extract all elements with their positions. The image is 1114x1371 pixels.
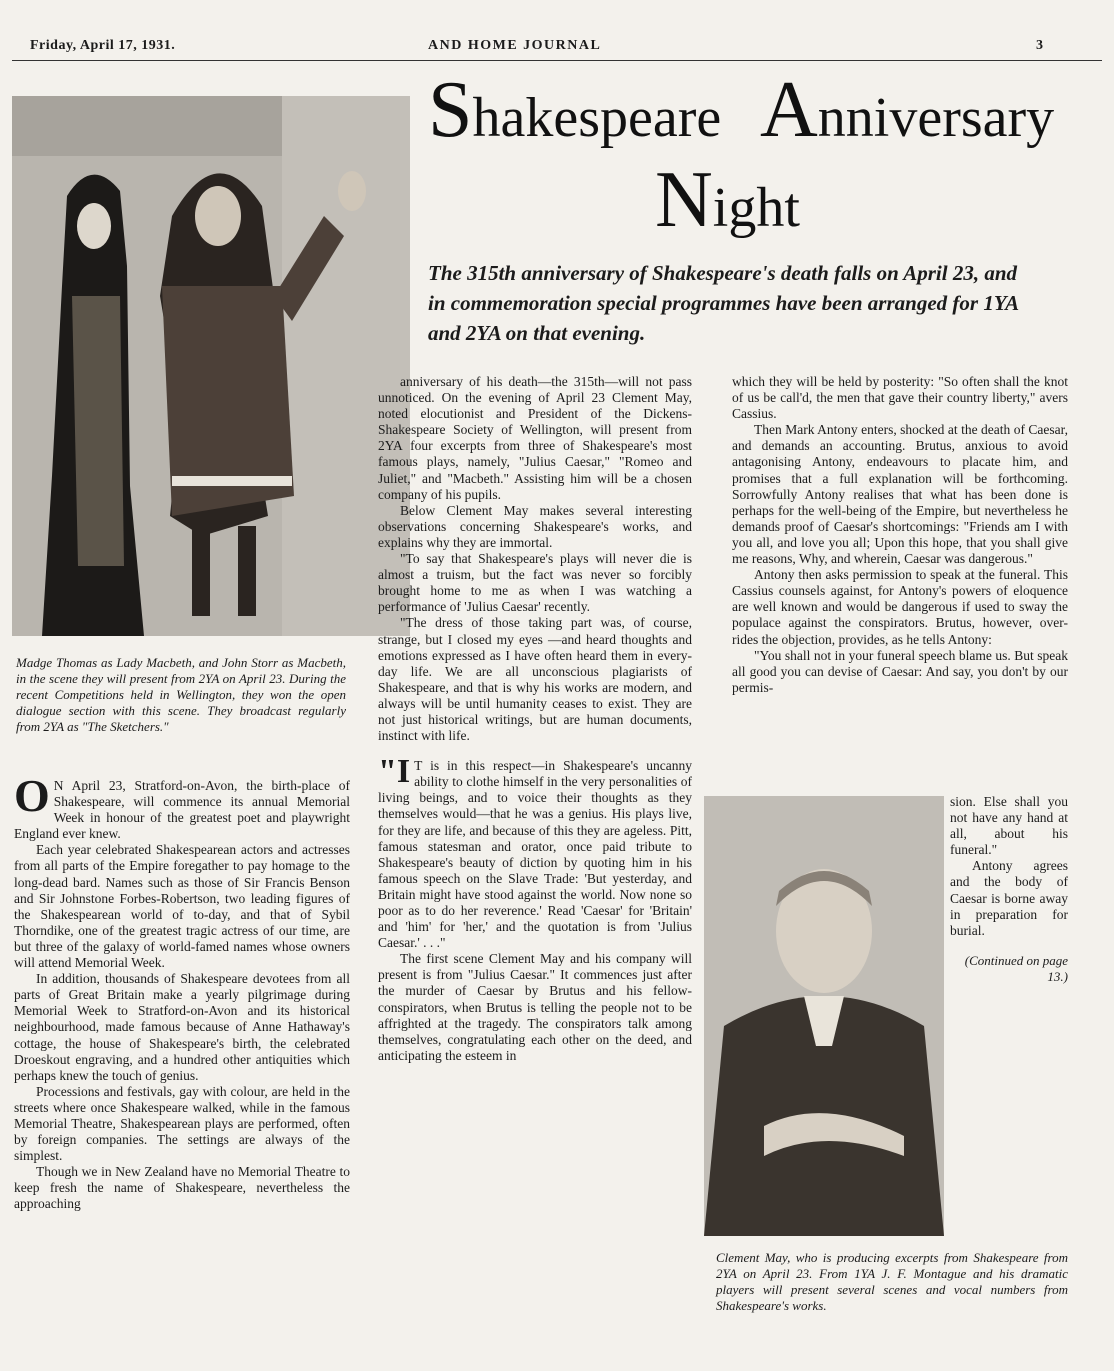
headline-line-1b xyxy=(760,66,1055,154)
col1-paragraph-5: Though we in New Zealand have no Memorial Theatre to keep fresh the name of Shakespeare, nevertheless the approaching xyxy=(14,1164,350,1212)
col1-paragraph-2: Each year celebrated Shakespearean actors and actresses from all parts of the Empire foregather to pay homage to the long-dead bard. Names such as those of Sir Francis Benson and Sir Johnstone Forbes-Robertson, two leading figures of the Shakespearean world of to-day, and that of Sybil Thorndike, one of the greatest tragic actress of our time, are but three of the galaxy of world-famed names whose owners will attend Memorial Week. xyxy=(14,842,350,971)
col3-paragraph-4-continued: sion. Else shall you not have any hand at all, about his funeral." xyxy=(950,794,1068,858)
article-column-3 xyxy=(732,374,1068,696)
col1-paragraph-4: Processions and festivals, gay with colour, are held in the streets where once Shakespeare walked, while in the famous Memorial Theatre, Shakespearean plays are performed, often by foreign companies. The settings are always of the simplest. xyxy=(14,1083,350,1164)
col3-paragraph-4: "You shall not in your funeral speech blame us. But speak all good you can devise of Caesar: And say, you don't by our permis- xyxy=(732,647,1068,695)
col2-paragraph-1: anniversary of his death—the 315th—will not pass unnoticed. On the evening of April 23 Clement May, noted elocutionist and President of the Dickens-Shakespeare Society of Wellington, will present from 2YA four excerpts from three of Shakespeare's most famous plays, namely, "Julius Caesar," "Romeo and Juliet," and "Macbeth." Assisting him will be a chosen company of his pupils. xyxy=(378,374,692,502)
col2-paragraph-5-text: T is in this respect—in Shakespeare's uncanny ability to clothe himself in the very personalities of living beings, and to voice their thoughts as they themselves would—that he was a genius. His plays live, for they are life, and because of this they are ageless. Pitt, famous statesman and orator, once paid tribute to Shakespeare's beauty of diction by quoting him in his famous speech on the Slave Trade: 'But yesterday, and Britain might have stood against the world. Now none so poor as to do her reverence.' Read 'Caesar' for 'Britain' and 'him' for 'her,' and the quotation is from 'Julius Caesar.' . . ." xyxy=(378,758,692,951)
header-rule xyxy=(12,60,1102,61)
photo-macbeth-scene xyxy=(12,96,410,636)
col3-paragraph-3: Antony then asks permission to speak at the funeral. This Cassius counsels against, for Antony's powers of eloquence are well known and would be dangerous if used to sway the populace against the conspirators. Brutus, however, over-rides the objection, provides, as he tells Antony: xyxy=(732,567,1068,647)
photo-macbeth-illustration xyxy=(12,96,410,636)
article-column-2 xyxy=(378,374,692,1064)
journal-name: AND HOME JOURNAL xyxy=(428,38,602,53)
col2-paragraph-3: "To say that Shakespeare's plays will never die is almost a truism, but the fact was never so forcibly brought home to me as when I was watching a performance of 'Julius Caesar' recently. xyxy=(378,551,692,615)
col1-paragraph-1 xyxy=(14,770,350,842)
drop-cap-o: O xyxy=(14,770,50,821)
headline-cap-a: A xyxy=(760,66,818,154)
drop-cap-i: "I xyxy=(378,753,411,791)
article-column-1 xyxy=(14,770,350,1213)
headline-word-night: ight xyxy=(712,177,800,239)
headline-line-1 xyxy=(428,66,722,154)
issue-date: Friday, April 17, 1931. xyxy=(30,38,176,53)
col2-paragraph-2: Below Clement May makes several interesting observations concerning Shakespeare's works, and explains why they are immortal. xyxy=(378,502,692,550)
col3-paragraph-1: which they will be held by posterity: "So often shall the knot of us be call'd, the men that gave their country liberty," avers Cassius. xyxy=(732,374,1068,422)
col2-paragraph-6: The first scene Clement May and his company will present is from "Julius Caesar." It commences just after the murder of Caesar by Brutus and his fellow-conspirators, when Brutus is telling the people not to be affrighted at the tragedy. The conspirators talk among themselves, congratulating each other on the deed, and anticipating the esteem in xyxy=(378,951,692,1063)
photo-caption-macbeth: Madge Thomas as Lady Macbeth, and John Storr as Macbeth, in the scene they will present from 2YA on April 23. During the recent Competitions held in Wellington, they won the open dialogue section with this scene. They broadcast regularly from 2YA as "The Sketchers." xyxy=(16,655,346,734)
col3-paragraph-5: Antony agrees and the body of Caesar is borne away in preparation for burial. xyxy=(950,858,1068,938)
headline-word-shakespeare: hakespeare xyxy=(472,87,722,149)
headline-subtitle: The 315th anniversary of Shakespeare's death falls on April 23, and in commemoration special programmes have been arranged for 1YA and 2YA on that evening. xyxy=(428,261,1018,345)
page-number: 3 xyxy=(1036,38,1044,53)
col3-paragraph-2: Then Mark Antony enters, shocked at the death of Caesar, and demands an accounting. Brutus, anxious to avoid antagonising Antony, endeavours to placate him, and promises that a full explanation will be forthcoming. Sorrowfully Antony realises that what has been done is perhaps for the well-being of the Empire, but nevertheless he demands proof of Caesar's shortcomings: "Friends am I with you all, and love you all; Upon this hope, that you shall give me reasons, Why, and wherein, Caesar was dangerous." xyxy=(732,422,1068,567)
headline-word-anniversary: nniversary xyxy=(817,87,1055,149)
col1-paragraph-1-text: N April 23, Stratford-on-Avon, the birth-place of Shakespeare, will commence its annual Memorial Week in honour of the greatest poet and playwright England ever knew. xyxy=(14,778,350,842)
headline-line-2 xyxy=(655,156,800,244)
continued-note: (Continued on page 13.) xyxy=(964,952,1068,984)
col1-paragraph-3: In addition, thousands of Shakespeare devotees from all parts of Great Britain make a yearly pilgrimage during Memorial Week to Stratford-on-Avon and its historical neighbourhood, made famous because of Anne Hathaway's cottage, the house of Shakespeare's birth, the celebrated Droeskout engraving, and a hundred other antiquities which perhaps knew the touch of genius. xyxy=(14,971,350,1083)
headline-cap-s: S xyxy=(428,66,473,154)
photo-caption-clement-may: Clement May, who is producing excerpts from Shakespeare from 2YA on April 23. From 1YA J. F. Montague and his dramatic players will present several scenes and vocal numbers from Shakespeare's works. xyxy=(716,1250,1068,1313)
photo-clement-may xyxy=(704,796,944,1236)
col2-paragraph-5 xyxy=(378,753,692,951)
article-column-3-wrap xyxy=(950,794,1068,985)
photo-clement-may-illustration xyxy=(704,796,944,1236)
headline-cap-n: N xyxy=(655,156,713,244)
col2-paragraph-4: "The dress of those taking part was, of course, strange, but I closed my eyes —and heard thoughts and emotions expressed as I have often heard them in every-day life. We are all unconscious plagiarists of Shakespeare, and that is why his works are modern, and always will be until humanity ceases to exist. They are not just historical writings, but are human documents, instinct with life. xyxy=(378,615,692,744)
